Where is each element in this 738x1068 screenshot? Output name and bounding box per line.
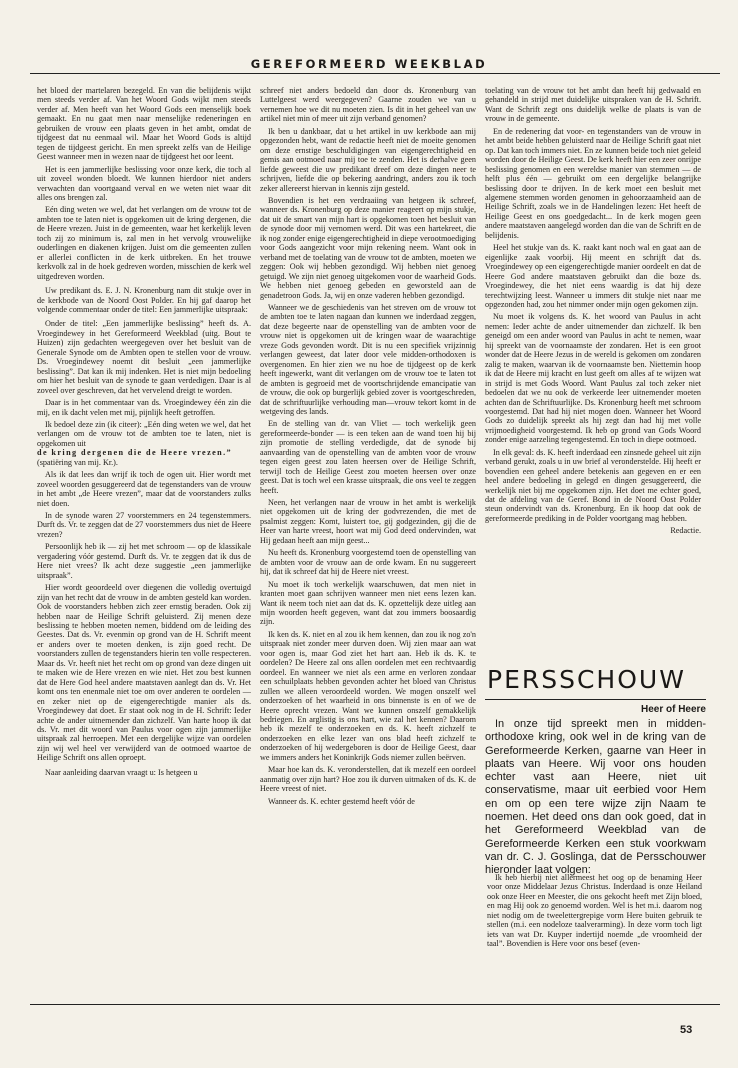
column-1 (37, 86, 251, 1004)
quote-paragraph: Daar is in het commentaar van ds. Vroegindewey één zin die mij, en ik dacht velen met mij, pijnlijk heeft getroffen. (37, 398, 251, 417)
column-3 (485, 86, 701, 652)
paragraph: Het is een jammerlijke beslissing voor onze kerk, die toch al uit zoveel wonden bloedt. We kunnen hierdoor niet anders verwachten dan voortgaand verval en we weten niet waar dit alles ons brengen zal. (37, 164, 251, 202)
paragraph: En de redenering dat voor- en tegenstanders van de vrouw in het ambt beide hebben geluisterd naar de Heilige Schrift gaat niet op. Dat kan toch immers niet. En ze kunnen beide toch niet geleid worden door de Heilige Geest. De kerk heeft hier een zeer onrijpe beslissing genomen en een wereldse manier van stemmen — de helft plus één — gebruikt om een dergelijke belangrijke beslissing door te drijven. In de kerk moet een besluit met algemene stemmen worden genomen in gehoorzaamheid aan de Heilige Schrift, zoals we in de Handelingen lezen: Het heeft de Heilige Geest en ons goedgedacht... In de kerk mogen geen andere maatstaven aangelegd worden dan die van de Schrift en de belijdenis. (485, 126, 701, 240)
paragraph: Wanneer ds. K. echter gestemd heeft vóór de (268, 796, 415, 806)
lead-paragraph: In onze tijd spreekt men in midden-orthodoxe kring, ook wel in de kring van de Gereformeerde Kerken, gaarne van Heer in plaats van Heere. Wij voor ons houden echter vast aan Heere, niet uit conservatisme, maar uit eerbied voor Hem en om op een tere wijze zijn Naam te noemen. Het deed ons dan ook goed, dat in het Gereformeerd Weekblad van de Gereformeerde Kerken een stuk voorkwam van dr. C. J. Goslinga, dat de Persschouwer hieronder laat volgen: (485, 718, 706, 877)
paragraph: Uw predikant ds. E. J. N. Kronenburg nam dit stukje over in de kerkbode van de Noord Oost Polder. En hij gaf daarop het volgende commentaar onder de titel: Een jammerlijke uitspraak: (37, 286, 251, 314)
page-number: 53 (680, 1024, 693, 1036)
section-title: PERSSCHOUW (487, 665, 686, 694)
paragraph: En de stelling van dr. van Vliet — toch werkelijk geen gereformeerde-bonder — is een teken aan de wand toen hij bij zijn promotie de stelling verdedigde, dat de synode bij aanvaarding van de openstelling van de ambten voor de vrouw tegen eigen geest zou laten heersen over de Heilige Schrift, terwijl toch de Heilige Geest zou moeten heersen over onze geest. Dat is toch wel een krasse uitspraak, die ons veel te zeggen heeft. (260, 419, 476, 495)
paragraph: Neen, het verlangen naar de vrouw in het ambt is werkelijk niet opgekomen uit de kring der godvrezenden, die met de psalmist zeggen: Komt, luistert toe, gij godgezinden, gij die de Heer van harte vreest, hoort wat mij God deed ondervinden, wat Hij gedaan heeft aan mijn geest... (260, 498, 476, 545)
footer-rule (30, 1004, 720, 1005)
paragraph: In elk geval: ds. K. heeft inderdaad een zinsnede geheel uit zijn verband gerukt, zoals u in uw brief al veronderstelde. Hij heeft er bovendien een geheel andere betekenis aan gegeven en er een heel andere bedoeling in gelegd en dingen gesuggereerd, die werkelijk niet bij me opgekomen zijn. Het doet me echter goed, dat de afdeling van de Geref. Bond in de Noord Oost Polder steun ondervindt van ds. Kronenburg. En ik hoop dat ook de gereformeerde prediking in de Polder voortgang mag hebben. (485, 447, 701, 523)
signature-redactie: Redactie. (670, 526, 701, 536)
paragraph: toelating van de vrouw tot het ambt dan heeft hij gedwaald en gehandeld in strijd met duidelijke uitspraken van de H. Schrift. Want de Schrift zegt ons duidelijk welke de plaats is van de vrouw in de gemeente. (485, 86, 701, 124)
quote-paragraph: In de synode waren 27 voorstemmers en 24 tegenstemmers. Durft ds. Vr. te zeggen dat de 27 voorstemmers dus niet de Heere vrezen? (37, 511, 251, 539)
quote-paragraph: Als ik dat lees dan wrijf ik toch de ogen uit. Hier wordt met zoveel woorden gesuggereerd dat de tegenstanders van de vrouw in het ambt „de Heere vrezen”, maar dat de voorstanders zulks niet doen. (37, 470, 251, 508)
column-2 (260, 86, 476, 1004)
section-rule (485, 699, 706, 700)
section-subtitle: Heer of Heere (640, 704, 706, 715)
quote-paragraph: Onder de titel: „Een jammerlijke beslissing” heeft ds. A. Vroegindewey in het Gereformeerd Weekblad (uitg. Bout te Huizen) zijn gedachten weergegeven over het besluit van de Generale Synode om de Ambten open te stellen voor de vrouw. Ds. Vroegindewey noemt dit besluit „een jammerlijke beslissing”. Dat kan ik mij indenken. Het is niet mijn bedoeling om hier het besluit van de synode te gaan verdedigen. Daar is al zoveel over geschreven, dat het vervelend dreigt te worden. (37, 319, 251, 395)
header-rule (30, 73, 720, 74)
quote-paragraph: Ik bedoel deze zin (ik citeer): „Eén ding weten we wel, dat het verlangen om de vrouw tot de ambten toe te laten, niet is opgekomen uit (37, 419, 251, 448)
page-header: GEREFORMEERD WEEKBLAD (250, 57, 488, 71)
paragraph: het bloed der martelaren bezegeld. En van die belijdenis wijkt men steeds verder af. Van het Woord Gods wijkt men steeds verder af. Men heeft van het Woord Gods een menselijk boek gemaakt. En nu gaat men naar menselijke redeneringen en gebruiken de vrouw een plaats geven in het ambt, omdat de tijdgeest dat nu eenmaal wil. Maar het Woord Gods is altijd tegen de tijdgeest gericht. En men spreekt zelfs van de Heilige Geest wanneer men in wezen naar de tijdgeest het oor leent. (37, 86, 251, 162)
paragraph: Nu moet ik toch werkelijk waarschuwen, dat men niet in kranten moet gaan schrijven wanneer men niet eens lezen kan. Want ik neem toch niet aan dat ds. K. opzettelijk deze uitleg aan mijn woorden heeft gegeven, want dat zou immers boosaardig zijn. (260, 579, 476, 627)
quote-paragraph: Persoonlijk heb ik — zij het met schroom — op de klassikale vergadering vóór gestemd. Durft ds. Vr. te zeggen dat ik dus de Here niet vrees? Ik acht deze suggestie „een jammerlijke uitspraak”. (37, 542, 251, 580)
quote-note: (spatiëring van mij. Kr.). (37, 457, 118, 467)
persschouw-body (487, 873, 702, 991)
paragraph: Naar aanleiding daarvan vraagt u: Is hetgeen u (45, 767, 198, 777)
paragraph: Wanneer we de geschiedenis van het streven om de vrouw tot de ambten toe te laten nagaan dan kunnen we inderdaad zeggen, dat deze begeerte naar de openstelling van de ambten voor de vrouw niet is opgekomen uit de kringen waar de waarachtige vreze Gods gevonden wordt. Dit is nu een specifiek vrijzinnig verlangen geweest, dat later door vele midden-orthodoxen is overgenomen. En hier zien we nu hoe de tijdgeest op de kerk heeft ingewerkt, want dit verlangen om de vrouw toe te laten tot de ambten is gegroeid met de voortschrijdende emancipatie van de vrouw, die ook op burgerlijk gebied zover is voortgeschreden, dat de schriftuurlijke verhouding man—vrouw tekort komt in de wetgeving des lands. (260, 302, 476, 416)
paragraph: Ik heb hierbij niet allermeest het oog op de benaming Heer voor onze Middelaar Jezus Christus. Inderdaad is onze Heiland ook onze Heer en Meester, die ons gekocht heeft met Zijn bloed, en mag Hij ook zo genoemd worden. Wel is het m.i. daarom nog niet nodig om de tweelettergrepige vorm Here buiten gebruik te stellen (m.i. een nodeloze taalverarming). In deze vorm toch ligt iets van wat Dr. Kuyper indertijd noemde „de vroomheid der taal”. Bovendien is Here voor ons besef (even- (487, 873, 702, 949)
quote-paragraph: Hier wordt geoordeeld over diegenen die volledig overtuigd zijn van het recht dat de vrouw in de ambten gesteld kan worden. Ook de voorstanders hebben zich zeer ernstig beraden. Ook zij hebben naar de Heilige Schrift geluisterd. Zij menen deze beslissing te hebben moeten nemen, biddend om de leiding des Geestes. Dat ds. Vr. evenmin op grond van de H. Schrift meent er anders over te moeten denken, is zijn goed recht. De voorstanders zullen de tegenstanders hierin ten volle respecteren. Maar ds. Vr. heeft niet het recht om op grond van deze dingen uit te maken wie de Here vrezen en wie niet. Het zou best kunnen dat de Here God heel andere maatstaven aanlegt dan ds. Vr. Het komt ons ten enenmale niet toe om over anderen te oordelen — en zeker niet op de eigengerechtigde manier als ds. Vroegindewey dat doet. Er staat ook nog in de H. Schrift: Ieder achte de ander uitnemender dan zichzelf. Van harte hoop ik dat ds. Vr. met dit woord van Paulus voor ogen zijn jammerlijke uitspraak zal herroepen. Met een dergelijke wijze van oordelen zijn wij wel heel ver verwijderd van de ootmoed waartoe de Heilige Schrift ons allen oproept. (37, 583, 251, 763)
paragraph: Nu heeft ds. Kronenburg voorgestemd toen de openstelling van de ambten voor de vrouw aan de orde kwam. En nu suggereert hij, dat ik schreef dat hij de Heere niet vreest. (260, 548, 476, 577)
paragraph: Nu moet ik volgens ds. K. het woord van Paulus in acht nemen: Ieder achte de ander uitnemender dan zichzelf. Ik ben geneigd om een ander woord van Paulus in acht te nemen, waar hij spreekt van de voornaamste der zondaren. Het is een groot wonder dat de Heere Jezus in de wereld is gekomen om zondaren zalig te maken, waarvan ik de voornaamste ben. Niettemin hoop ik dat de Heere mij kracht en lust geeft om alles af te wijzen wat in strijd is met Gods Woord. Want Paulus zal toch zeker niet bedoelen dat we nu ook de verkeerde leer uitnemender moeten achten dan de Schriftuurlijke. Ds. Kronenburg heeft met schroom voorgestemd. Dat had hij niet mogen doen. Wanneer het Woord Gods zo duidelijk spreekt als hij zegt dan had hij met volle vrijmoedigheid voorgestemd. Ik heb op grond van Gods Woord zonder enige aarzeling tegengestemd. En toch in diepe ootmoed. (485, 312, 701, 445)
persschouw-section (485, 665, 706, 900)
paragraph: schreef niet anders bedoeld dan door ds. Kronenburg van Luttelgeest werd weergegeven? Gaarne zouden we van u vernemen hoe we dit nu moeten zien. Is dit in het geheel van uw artikel niet min of meer uit zijn verband genomen? (260, 86, 476, 124)
paragraph: Ik ben u dankbaar, dat u het artikel in uw kerkbode aan mij opgezonden hebt, want de redactie heeft niet de moeite genomen om deze ernstige beschuldigingen van eigengerechtigheid en gemis aan ootmoed naar mij toe te zenden. Het is derhalve geen liefde geweest die uw predikant dreef om deze dingen neer te schrijven, liefde die op bekering aandringt, anders zou ik toch zeker allereerst hiervan in kennis zijn gesteld. (260, 126, 476, 193)
paragraph: Heel het stukje van ds. K. raakt kant noch wal en gaat aan de eigenlijke zaak voorbij. Hij meent en schrijft dat ds. Vroegindewey op een eigengerechtigde manier oordeelt en dat de Heere God andere maatstaven gebruikt dan die boze ds. Vroegindewey, die het niet eens waardig is dat hij deze terechtwijzing leest. Wanneer u immers dit stukje niet naar me opgezonden had, zou het nimmer onder mijn ogen gekomen zijn. (485, 243, 701, 309)
paragraph: Eén ding weten we wel, dat het verlangen om de vrouw tot de ambten toe te laten niet is opgekomen uit de kring dergenen, die de Heere vrezen. Juist in de gemeenten, waar het kerkelijk leven toch zij zo minimum is, zal men in het vervolg vrouwelijke ouderlingen en diakenen krijgen. Juist om die gemeenten zullen er allerlei conflicten in de kerk uitbreken. En het trouwe kerkvolk zal in de hoek gedreven worden, misschien de kerk wel uitgedreven worden. (37, 205, 251, 281)
spaced-emphasis: de kring dergenen die de Heere vrezen.” (37, 448, 233, 458)
paragraph: Bovendien is het een verdraaiing van hetgeen ik schreef, wanneer ds. Kronenburg op deze manier reageert op mijn stukje, dat uit de smart van mijn hart is opgekomen toen het besluit van de synode door mij vernomen werd. Dit was een hartekreet, die ik nog zonder enige eigengerechtigheid in diepe verootmoediging voor Gods aangezicht voor mijn rekening neem. Want ook in verband met de toelating van de vrouw tot de ambten, moeten we zeggen: Ook wij hebben gezondigd. Wij hebben niet genoeg getuigd. We zijn niet genoeg uitgekomen voor de waarheid Gods. We hebben niet genoeg gebeden en geworsteld aan de genadetroon Gods. Ja, wij en onze vaderen hebben gezondigd. (260, 195, 476, 300)
paragraph: Maar hoe kan ds. K. veronderstellen, dat ik mezelf een oordeel aanmatig over zijn hart? Hoe zou ik durven uitmaken of ds. K. de Heere vreest of niet. (260, 765, 476, 794)
paragraph: Ik ken ds. K. niet en al zou ik hem kennen, dan zou ik nog zo'n uitspraak niet zonder meer durven doen. Wij zien maar aan wat voor ogen is, maar God ziet het hart aan. Heb ik ds. K. te oordelen? De Heere zal ons allen oordelen met een rechtvaardig oordeel. En wanneer we niet als een arme en verloren zondaar een schuilplaats hebben gevonden achter het bloed van Christus zullen we alleen veroordeeld worden. We mogen onszelf wel onderzoeken of het waarheid in ons binnenste is en of we de Heere oprecht vrezen. Want we kunnen onszelf gemakkelijk bedriegen. En arglistig is ons hart, wie zal het kennen? Daarom heb ik mezelf te onderzoeken en ds. K. heeft zichzelf te onderzoeken en elke lezer van ons blad heeft zichzelf te onderzoeken of hij wedergeboren is door de Heilige Geest, daar we immers anders het Koninkrijk Gods niemer zullen beërven. (260, 629, 476, 762)
